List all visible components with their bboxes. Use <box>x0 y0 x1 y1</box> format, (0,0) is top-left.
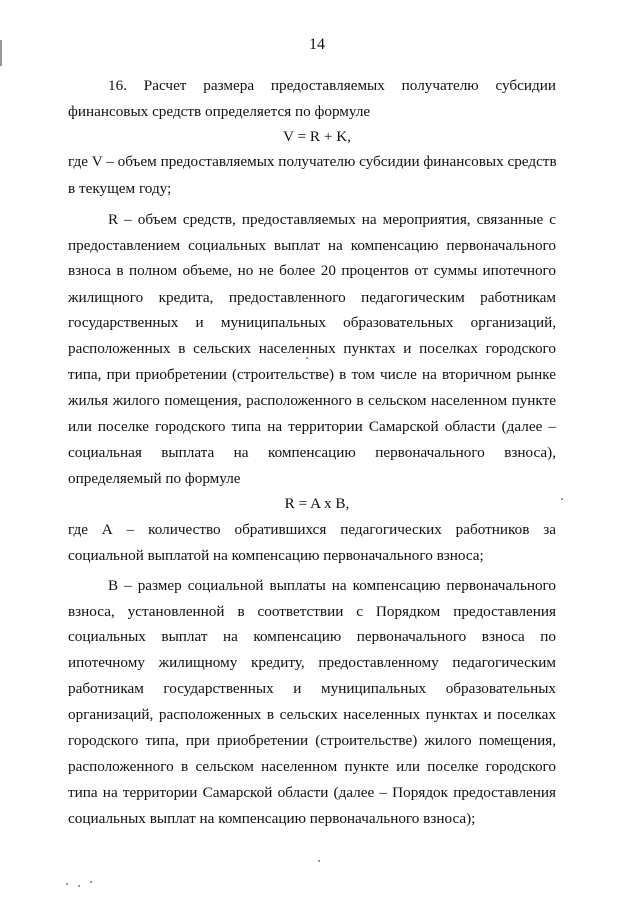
paragraph-16-line-1: 16. Расчет размера предоставляемых получателю субсидии <box>108 77 556 94</box>
b-definition-line-3: социальных выплат на компенсацию первоначального взноса по <box>68 628 556 645</box>
b-definition-line-4: ипотечному жилищному кредиту, предоставленному педагогическим <box>68 654 556 671</box>
b-definition-line-9: типа на территории Самарской области (далее – Порядок предоставления <box>68 784 556 801</box>
scan-speck <box>90 881 92 883</box>
a-definition-line-2: социальной выплатой на компенсацию первоначального взноса; <box>68 547 484 564</box>
r-definition-line-4: жилищного кредита, предоставленного педагогическим работникам <box>68 289 556 306</box>
r-definition-line-5: государственных и муниципальных образовательных организаций, <box>68 314 556 331</box>
b-definition-line-1: В – размер социальной выплаты на компенсацию первоначального <box>108 577 556 594</box>
scan-speck <box>306 357 308 359</box>
scan-speck <box>66 883 68 885</box>
r-definition-line-1: R – объем средств, предоставляемых на мероприятия, связанные с <box>108 211 556 228</box>
r-definition-line-11: определяемый по формуле <box>68 470 241 487</box>
formula-v: V = R + K, <box>283 128 351 145</box>
v-definition-line-1: где V – объем предоставляемых получателю субсидии финансовых средств <box>68 153 557 170</box>
v-definition-line-2: в текущем году; <box>68 180 172 197</box>
page-number: 14 <box>309 36 325 53</box>
r-definition-line-6: расположенных в сельских населенных пунктах и поселках городского <box>68 340 556 357</box>
r-definition-line-8: жилья жилого помещения, расположенного в сельском населенном пункте <box>68 392 556 409</box>
r-definition-line-7: типа, при приобретении (строительстве) в том числе на вторичном рынке <box>68 366 556 383</box>
a-definition-line-1: где А – количество обратившихся педагогических работников за <box>68 521 556 538</box>
b-definition-line-6: организаций, расположенных в сельских населенных пунктах и поселках <box>68 706 556 723</box>
b-definition-line-5: работникам государственных и муниципальных образовательных <box>68 680 556 697</box>
b-definition-line-10: социальных выплат на компенсацию первоначального взноса); <box>68 810 476 827</box>
r-definition-line-10: социальная выплата на компенсацию первоначального взноса), <box>68 444 556 461</box>
paragraph-16-line-2: финансовых средств определяется по формуле <box>68 103 371 120</box>
b-definition-line-8: расположенного в сельском населенном пункте или поселке городского <box>68 758 556 775</box>
b-definition-line-7: городского типа, при приобретении (строительстве) жилого помещения, <box>68 732 556 749</box>
r-definition-line-3: взноса в полном объеме, но не более 20 процентов от суммы ипотечного <box>68 262 556 279</box>
b-definition-line-2: взноса, установленной в соответствии с Порядком предоставления <box>68 603 556 620</box>
scan-speck <box>78 885 80 887</box>
r-definition-line-2: предоставлением социальных выплат на компенсацию первоначального <box>68 237 556 254</box>
scan-speck <box>561 498 563 500</box>
formula-r: R = A x B, <box>284 495 350 512</box>
scan-speck <box>318 860 320 862</box>
r-definition-line-9: или поселке городского типа на территории Самарской области (далее – <box>68 418 556 435</box>
